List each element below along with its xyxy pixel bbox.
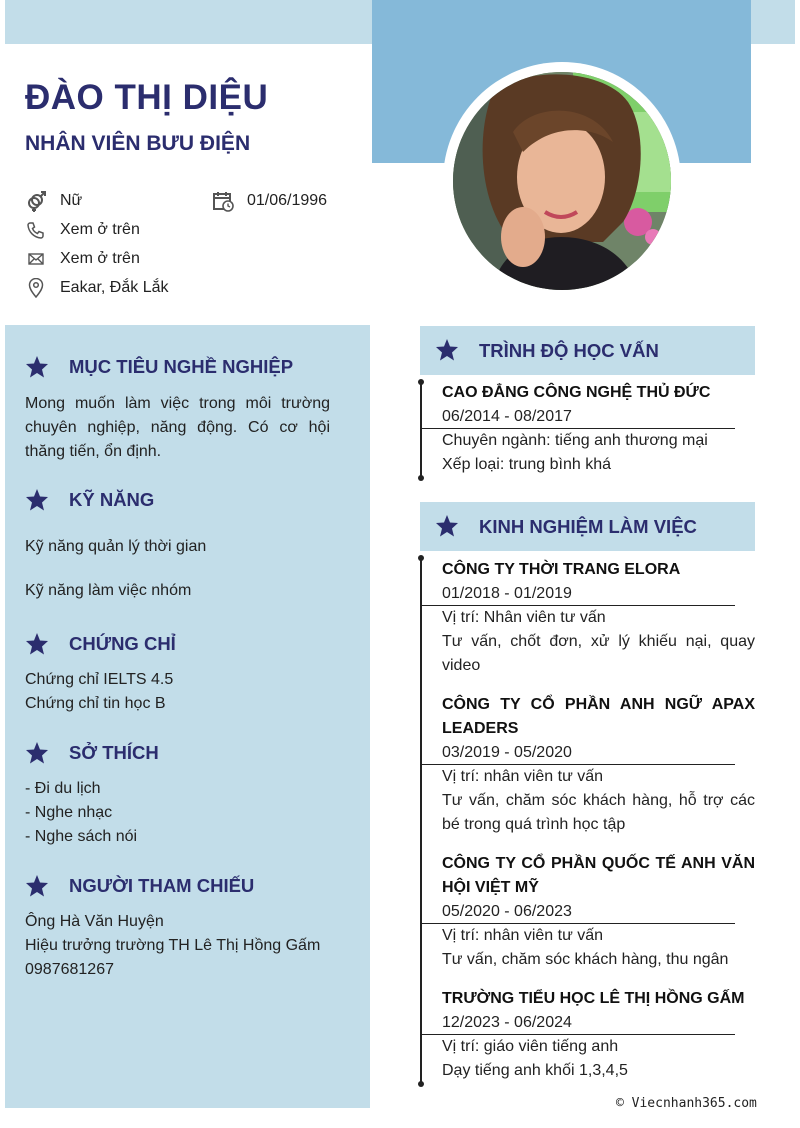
job-position: Vị trí: nhân viên tư vấn — [442, 768, 604, 785]
hobby-item: - Đi du lịch — [25, 780, 101, 797]
references-heading — [25, 874, 254, 898]
info-address — [25, 277, 169, 299]
hobby-item: - Nghe sách nói — [25, 828, 138, 845]
job-date: 01/2018 - 01/2019 — [442, 585, 572, 602]
timeline-dot — [418, 475, 424, 481]
education-title: TRÌNH ĐỘ HỌC VẤN — [479, 340, 659, 361]
profile-photo — [453, 72, 671, 290]
location-icon — [25, 277, 47, 299]
skill-item: Kỹ năng làm việc nhóm — [25, 582, 192, 599]
certificates-title: CHỨNG CHỈ — [69, 633, 176, 654]
star-icon — [435, 514, 459, 538]
email-value: Xem ở trên — [60, 250, 140, 267]
star-icon — [25, 741, 49, 765]
star-icon — [25, 874, 49, 898]
star-icon — [25, 355, 49, 379]
certificate-item: Chứng chỉ IELTS 4.5 — [25, 671, 174, 688]
job-description: Tư vấn, chăm sóc khách hàng, hỗ trợ các bé trong quá trình học tập — [442, 792, 755, 833]
info-birthday — [212, 190, 327, 212]
footer-watermark[interactable]: © Viecnhanh365.com — [616, 1096, 757, 1111]
star-icon — [435, 338, 459, 362]
job-company: CÔNG TY THỜI TRANG ELORA — [442, 561, 681, 578]
email-icon — [25, 248, 47, 270]
reference-item: Ông Hà Văn Huyện — [25, 913, 164, 930]
star-icon — [25, 632, 49, 656]
education-timeline — [420, 382, 422, 478]
timeline-dot — [418, 555, 424, 561]
hobbies-title: SỞ THÍCH — [69, 742, 159, 763]
experience-timeline — [420, 559, 422, 1084]
education-school: CAO ĐẲNG CÔNG NGHỆ THỦ ĐỨC — [442, 384, 711, 401]
education-heading — [420, 326, 755, 375]
phone-value: Xem ở trên — [60, 221, 140, 238]
job-description: Tư vấn, chốt đơn, xử lý khiếu nại, quay video — [442, 633, 755, 674]
education-grade: Xếp loại: trung bình khá — [442, 456, 612, 473]
skills-title: KỸ NĂNG — [69, 489, 155, 510]
job-date: 12/2023 - 06/2024 — [442, 1014, 572, 1031]
education-major: Chuyên ngành: tiếng anh thương mại — [442, 432, 708, 449]
candidate-name: ĐÀO THỊ DIỆU — [25, 78, 269, 117]
timeline-dot — [418, 1081, 424, 1087]
reference-item: 0987681267 — [25, 961, 114, 978]
calendar-icon — [212, 190, 234, 212]
profile-photo-frame — [443, 62, 681, 300]
gender-icon — [25, 190, 47, 212]
certificate-item: Chứng chỉ tin học B — [25, 695, 166, 712]
birthday-value: 01/06/1996 — [247, 192, 328, 209]
education-date: 06/2014 - 08/2017 — [442, 408, 572, 425]
objective-text: Mong muốn làm việc trong môi trường chuyên nghiệp, năng động. Có cơ hội thăng tiến, ổn định. — [25, 395, 330, 460]
objective-heading — [25, 355, 293, 379]
skills-heading — [25, 488, 154, 512]
hobby-item: - Nghe nhạc — [25, 804, 113, 821]
reference-item: Hiệu trưởng trường TH Lê Thị Hồng Gấm — [25, 937, 321, 954]
job-date: 03/2019 - 05/2020 — [442, 744, 572, 761]
job-description: Dạy tiếng anh khối 1,3,4,5 — [442, 1062, 628, 1079]
info-email — [25, 248, 140, 270]
job-company: CÔNG TY CỔ PHẦN ANH NGỮ APAX LEADERS — [442, 696, 755, 737]
skill-item: Kỹ năng quản lý thời gian — [25, 538, 207, 555]
star-icon — [25, 488, 49, 512]
profile-photo-illustration — [453, 72, 671, 290]
hobbies-heading — [25, 741, 159, 765]
job-company: CÔNG TY CỔ PHẦN QUỐC TẾ ANH VĂN HỘI VIỆT MỸ — [442, 855, 755, 896]
timeline-dot — [418, 379, 424, 385]
address-value: Eakar, Đắk Lắk — [60, 279, 169, 296]
job-date: 05/2020 - 06/2023 — [442, 903, 572, 920]
certificates-heading — [25, 632, 176, 656]
info-gender — [25, 190, 82, 212]
phone-icon — [25, 219, 47, 241]
objective-title: MỤC TIÊU NGHỀ NGHIỆP — [69, 356, 294, 377]
job-company: TRƯỜNG TIỂU HỌC LÊ THỊ HỒNG GẤM — [442, 990, 745, 1007]
experience-title: KINH NGHIỆM LÀM VIỆC — [479, 516, 697, 537]
info-phone — [25, 219, 140, 241]
references-title: NGƯỜI THAM CHIẾU — [69, 875, 255, 896]
gender-value: Nữ — [60, 192, 83, 209]
job-position: Vị trí: giáo viên tiếng anh — [442, 1038, 619, 1055]
experience-heading — [420, 502, 755, 551]
job-position: Vị trí: nhân viên tư vấn — [442, 927, 604, 944]
job-position: Vị trí: Nhân viên tư vấn — [442, 609, 606, 626]
job-title: NHÂN VIÊN BƯU ĐIỆN — [25, 132, 251, 155]
job-description: Tư vấn, chăm sóc khách hàng, thu ngân — [442, 951, 729, 968]
